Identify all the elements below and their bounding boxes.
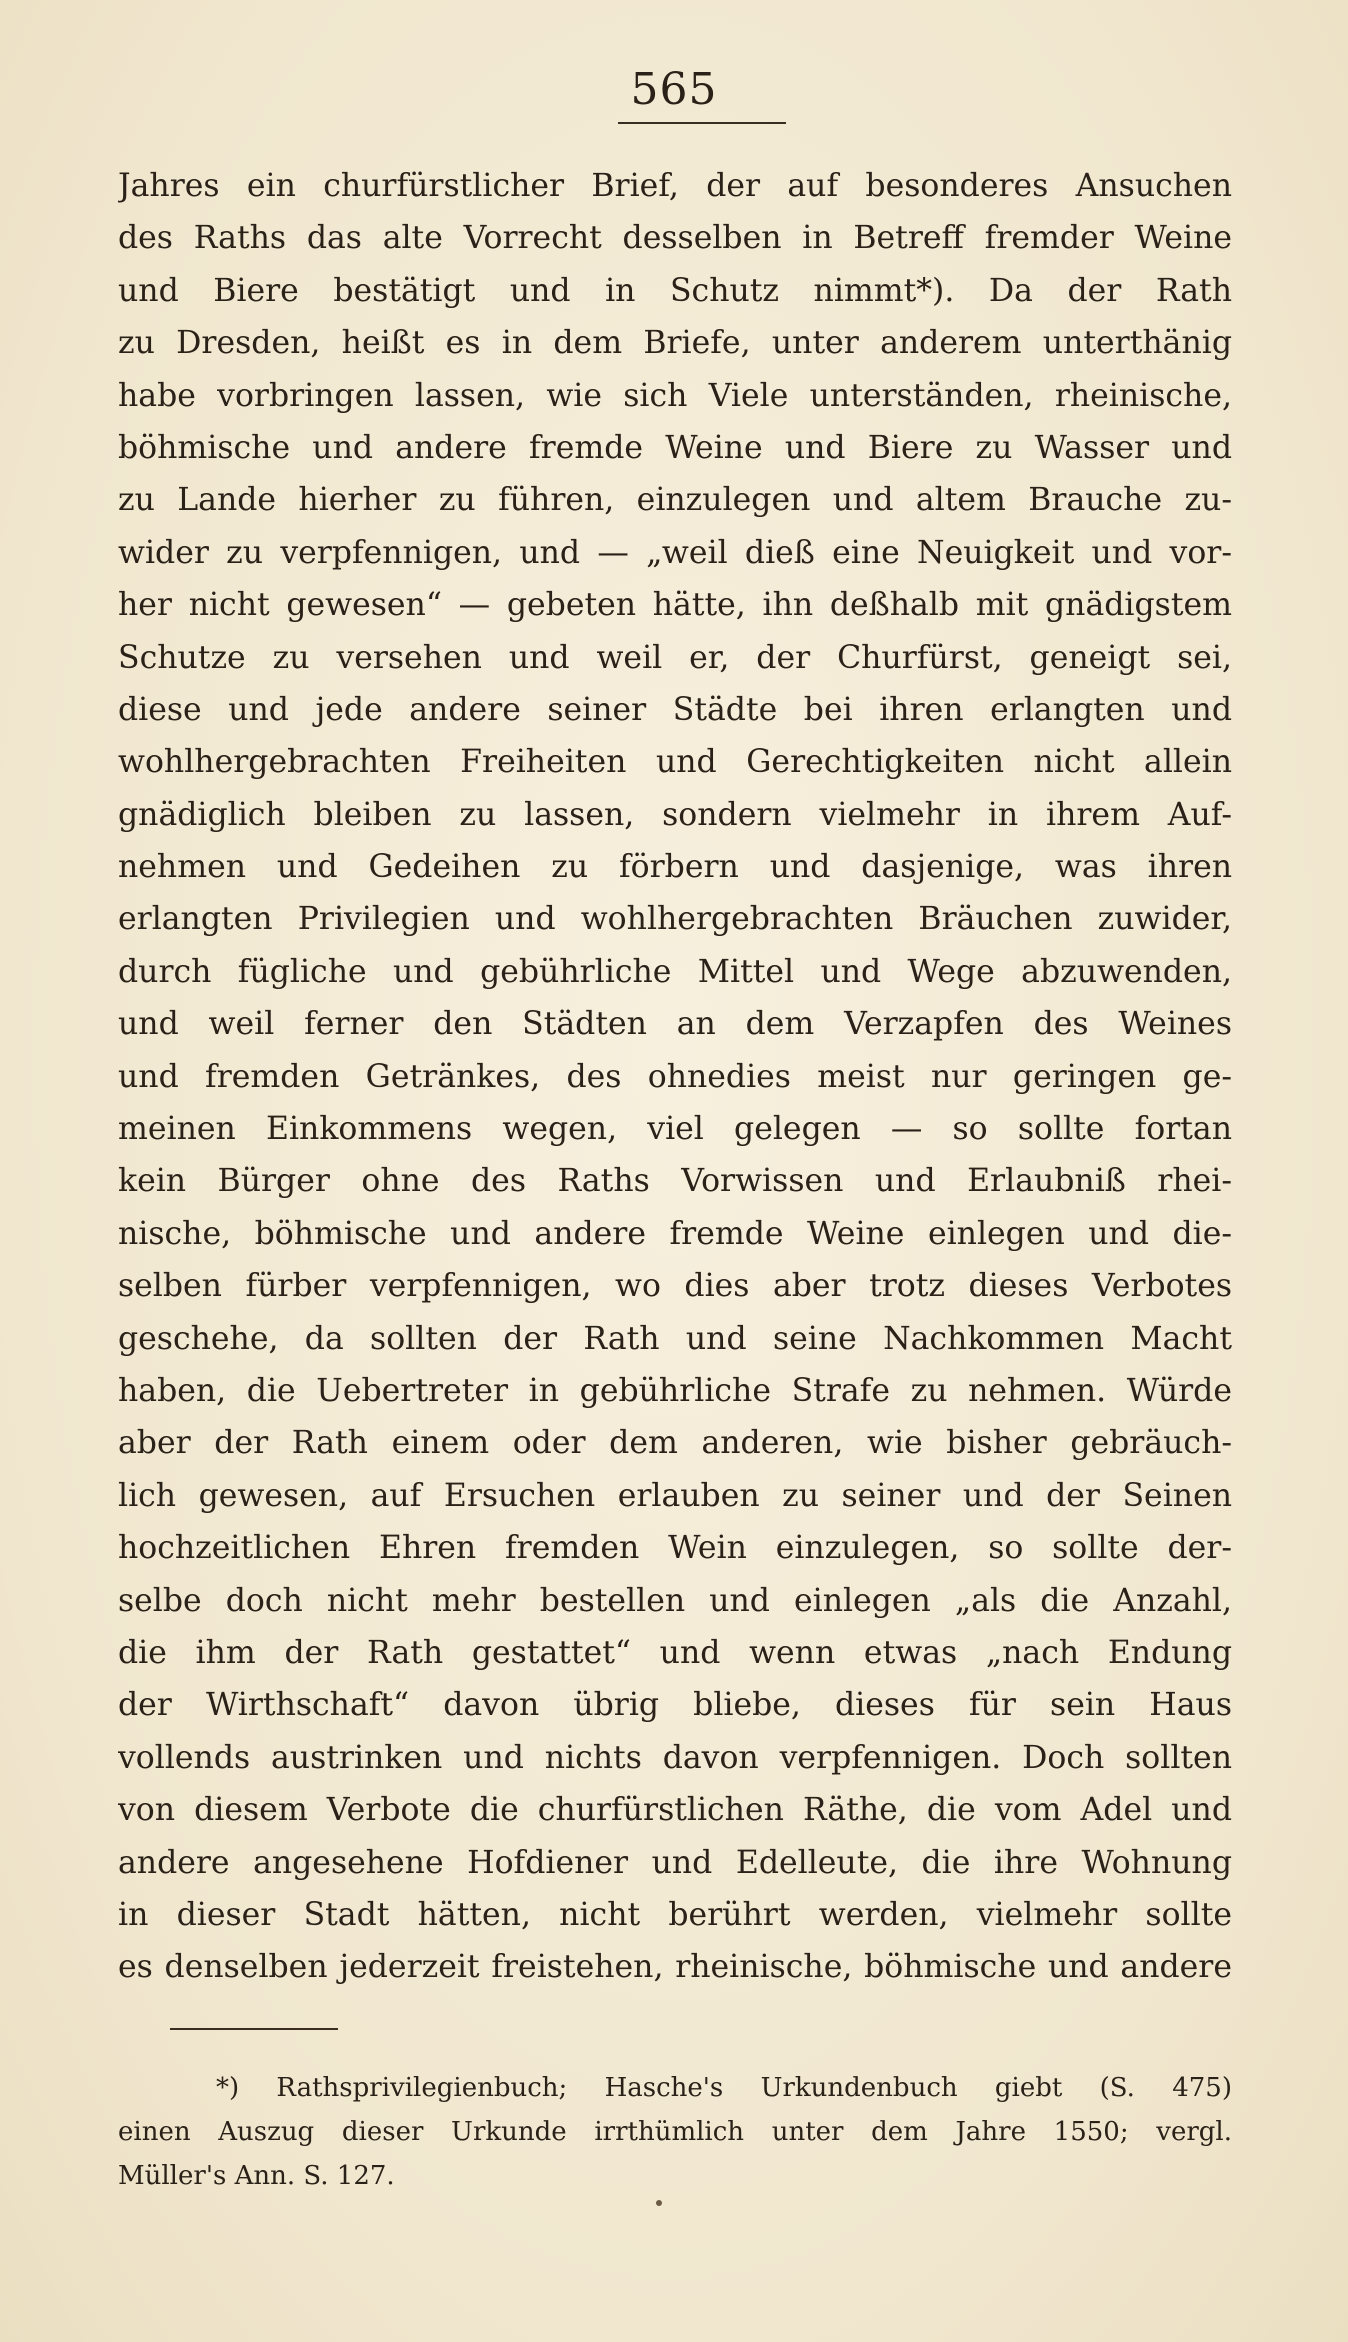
text-line: und Biere bestätigt und in Schutz nimmt*). Da der Rath	[118, 272, 1232, 309]
text-line: des Raths das alte Vorrecht desselben in Betreff fremder Weine	[118, 220, 1232, 257]
text-line: diese und jede andere seiner Städte bei ihren erlangten und	[118, 691, 1232, 728]
text-line: selbe doch nicht mehr bestellen und einlegen „als die Anzahl,	[118, 1582, 1232, 1619]
text-line: kein Bürger ohne des Raths Vorwissen und Erlaubniß rhei-	[118, 1163, 1232, 1200]
text-line: habe vorbringen lassen, wie sich Viele unterständen, rheinische,	[118, 377, 1232, 414]
text-line: zu Dresden, heißt es in dem Briefe, unter anderem unterthänig	[118, 325, 1232, 362]
header-rule	[618, 122, 786, 124]
footnote-rule	[170, 2028, 338, 2030]
text-line: Schutze zu versehen und weil er, der Churfürst, geneigt sei,	[118, 639, 1232, 676]
footnote	[118, 2066, 1232, 2198]
text-line: geschehe, da sollten der Rath und seine Nachkommen Macht	[118, 1320, 1232, 1357]
text-line: hochzeitlichen Ehren fremden Wein einzulegen, so sollte der-	[118, 1530, 1232, 1567]
text-line: der Wirthschaft“ davon übrig bliebe, dieses für sein Haus	[118, 1687, 1232, 1724]
main-text	[118, 160, 1232, 1994]
text-line: gnädiglich bleiben zu lassen, sondern vielmehr in ihrem Auf-	[118, 796, 1232, 833]
text-line: wider zu verpfennigen, und — „weil dieß eine Neuigkeit und vor-	[118, 534, 1232, 571]
text-line: haben, die Uebertreter in gebührliche Strafe zu nehmen. Würde	[118, 1372, 1232, 1409]
text-line: meinen Einkommens wegen, viel gelegen — so sollte fortan	[118, 1111, 1232, 1148]
text-line: von diesem Verbote die churfürstlichen Räthe, die vom Adel und	[118, 1792, 1232, 1829]
text-line: böhmische und andere fremde Weine und Biere zu Wasser und	[118, 429, 1232, 466]
text-line: aber der Rath einem oder dem anderen, wie bisher gebräuch-	[118, 1425, 1232, 1462]
text-line: es denselben jederzeit freistehen, rheinische, böhmische und andere	[118, 1949, 1232, 1986]
text-line: wohlhergebrachten Freiheiten und Gerechtigkeiten nicht allein	[118, 744, 1232, 781]
page-number: 565	[630, 64, 718, 115]
text-line: erlangten Privilegien und wohlhergebrachten Bräuchen zuwider,	[118, 901, 1232, 938]
text-line: zu Lande hierher zu führen, einzulegen und altem Brauche zu-	[118, 482, 1232, 519]
text-line: Jahres ein churfürstlicher Brief, der auf besonderes Ansuchen	[118, 168, 1232, 204]
footnote-line: Müller's Ann. S. 127.	[118, 2161, 395, 2191]
footnote-line: einen Auszug dieser Urkunde irrthümlich unter dem Jahre 1550; vergl.	[118, 2117, 1232, 2147]
text-line: die ihm der Rath gestattet“ und wenn etwas „nach Endung	[118, 1634, 1232, 1671]
text-line: nehmen und Gedeihen zu förbern und dasjenige, was ihren	[118, 849, 1232, 886]
text-line: her nicht gewesen“ — gebeten hätte, ihn deßhalb mit gnädigstem	[118, 587, 1232, 624]
text-line: und fremden Getränkes, des ohnedies meist nur geringen ge-	[118, 1058, 1232, 1095]
paper-speck	[656, 2200, 662, 2206]
text-line: andere angesehene Hofdiener und Edelleute, die ihre Wohnung	[118, 1844, 1232, 1881]
text-line: durch fügliche und gebührliche Mittel und Wege abzuwenden,	[118, 953, 1232, 990]
text-line: selben fürber verpfennigen, wo dies aber trotz dieses Verbotes	[118, 1268, 1232, 1305]
text-line: lich gewesen, auf Ersuchen erlauben zu seiner und der Seinen	[118, 1477, 1232, 1514]
text-line: nische, böhmische und andere fremde Weine einlegen und die-	[118, 1215, 1232, 1252]
text-line: in dieser Stadt hätten, nicht berührt werden, vielmehr sollte	[118, 1896, 1232, 1933]
footnote-line: *) Rathsprivilegienbuch; Hasche's Urkundenbuch giebt (S. 475)	[216, 2073, 1232, 2103]
text-line: und weil ferner den Städten an dem Verzapfen des Weines	[118, 1006, 1232, 1043]
text-line: vollends austrinken und nichts davon verpfennigen. Doch sollten	[118, 1739, 1232, 1776]
